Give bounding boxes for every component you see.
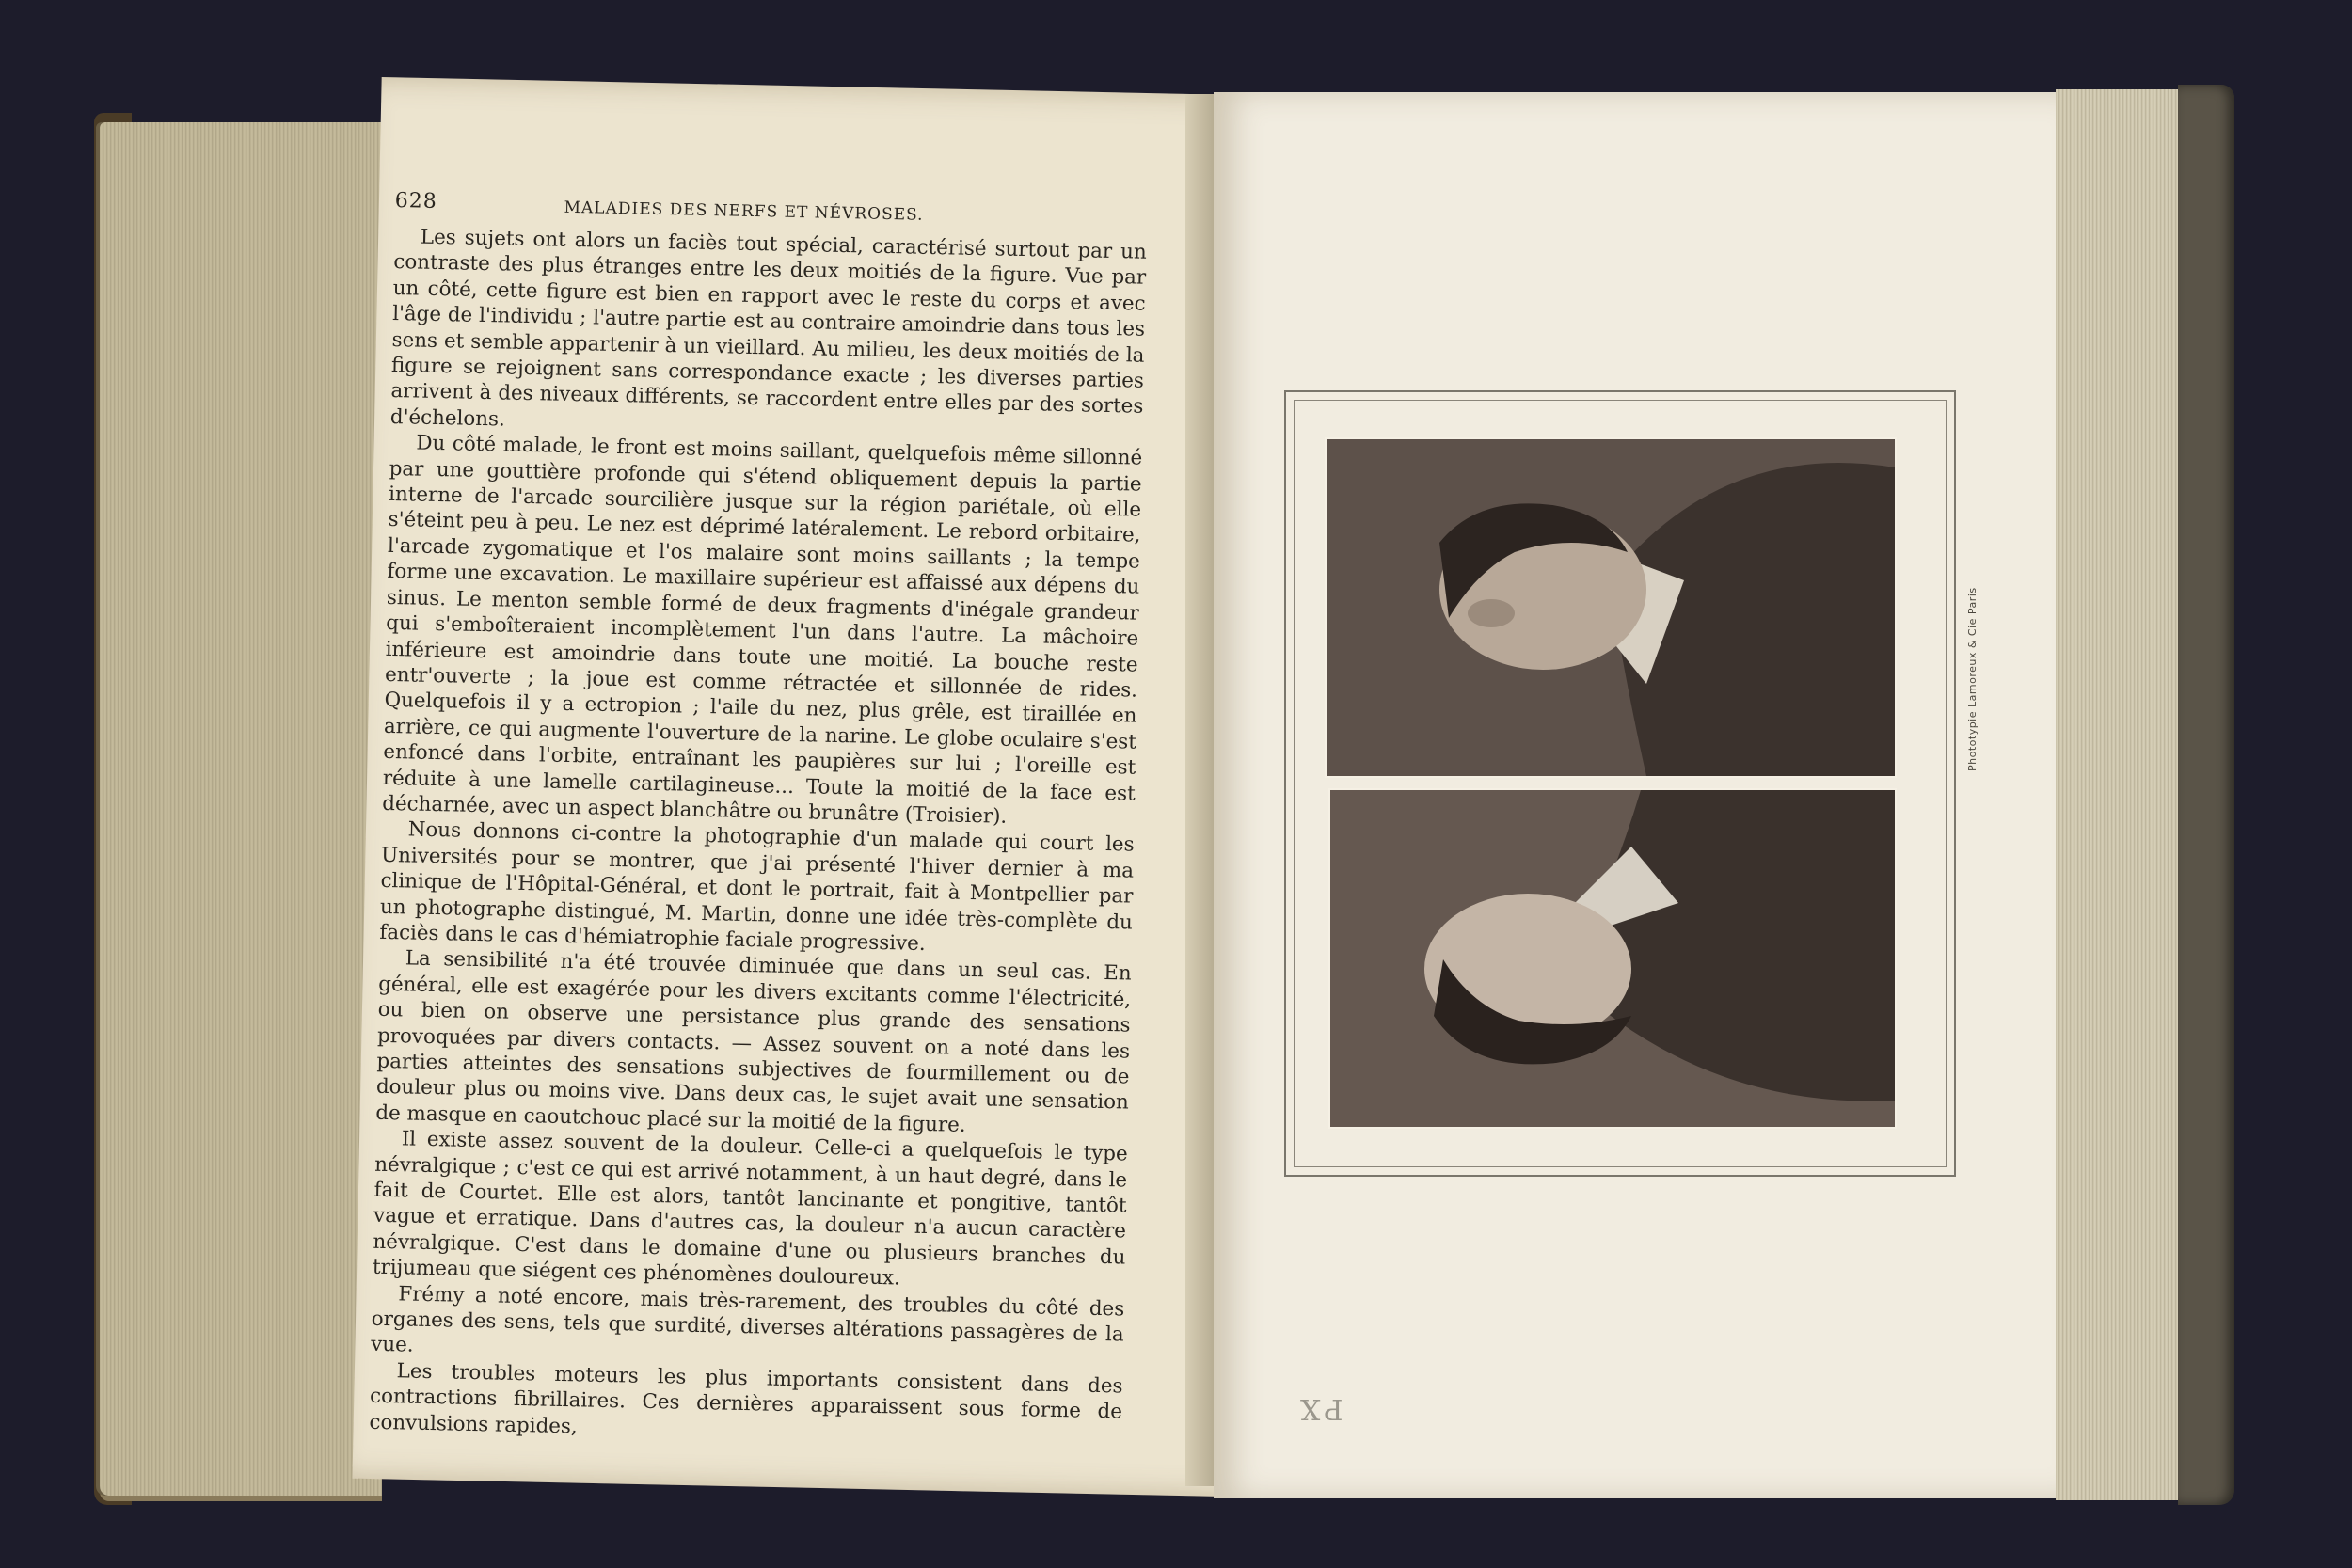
portrait-top-illustration <box>1327 439 1895 776</box>
plate-credit: Phototypie Lamoreux & Cie Paris <box>1966 587 1979 771</box>
running-head-title: MALADIES DES NERFS ET NÉVROSES. <box>564 198 924 225</box>
portrait-photo-top <box>1325 437 1897 778</box>
right-page-edges <box>2056 89 2197 1500</box>
page-number: 628 <box>394 188 437 214</box>
right-cover <box>2178 85 2234 1505</box>
paragraph-5: Il existe assez souvent de la douleur. Celle-ci a quelquefois le type névralgique ; c'est ce qui est arrivé notamment, à un haut degré, dans le fait de Courtet. Elle est alors, tantôt lancinante et pongitive, tantôt vague et erratique. Dans d'autres cas, la douleur n'a aucun caractère névralgique. C'est dans le domaine d'une ou plusieurs branches du trijumeau que siégent ces phénomènes douloureux. <box>372 1127 1128 1291</box>
paragraph-1: Les sujets ont alors un faciès tout spécial, caractérisé surtout par un contraste des plus étranges entre les deux moitiés de la figure. Vue par un côté, cette figure est bien en rapport avec le reste du corps et avec l'âge de l'individu ; l'autre partie est au contraire amoindrie dans tous les sens et semble appartenir à un vieillard. Au milieu, les deux moitiés de la figure se rejoignent sans correspondance exacte ; les diverses parties arrivent à des niveaux différents, se raccordent entre elles par des sortes d'échelons. <box>389 225 1148 432</box>
paragraph-6: Frémy a noté encore, mais très-rarement, des troubles du côté des organes des sens, tels que surdité, diverses altérations passagères de la vue. <box>370 1281 1125 1358</box>
portrait-photo-bottom <box>1328 788 1897 1129</box>
left-page-edges <box>100 122 382 1496</box>
paragraph-7: Les troubles moteurs les plus importants consistent dans des contractions fibrillaires. Ces dernières apparaissent sous forme de convulsions rapides, <box>369 1359 1123 1439</box>
portrait-bottom-illustration <box>1330 790 1895 1127</box>
paragraph-3: Nous donnons ci-contre la photographie d'un malade qui court les Universités pour se montrer, que j'ai présenté l'hiver dernier à ma clinique de l'Hôpital-Général, et dont le portrait, fait à Montpellier par un photographe distingué, M. Martin, donne une idée très-complète du faciès dans le cas d'hémiatrophie faciale progressive. <box>379 817 1135 956</box>
left-page-text <box>369 188 1148 1451</box>
paragraph-4: La sensibilité n'a été trouvée diminuée que dans un seul cas. En général, elle est exagérée pour les divers excitants comme l'électricité, ou bien on observe une persistance plus grande des sensations provoquées par divers contacts. — Assez souvent on a noté dans les parties atteintes des sensations subjectives de fourmillement ou de douleur plus ou moins vive. Dans deux cas, le sujet avait une sensation de masque en caoutchouc placé sur la moitié de la figure. <box>375 946 1132 1137</box>
paragraph-2: Du côté malade, le front est moins saillant, quelquefois même sillonné par une gouttière profonde qui s'étend obliquement depuis la partie interne de l'arcade sourcilière jusque sur la région pariétale, où elle s'éteint peu à peu. Le nez est déprimé latéralement. Le rebord orbitaire, l'arcade zygomatique et l'os malaire sont moins saillants ; la tempe forme une excavation. Le maxillaire supérieur est affaissé aux dépens du sinus. Le menton semble formé de deux fragments d'inégale grandeur qui s'emboîteraient incomplètement l'un dans l'autre. La mâchoire inférieure est amoindrie dans toute une moitié. La bouche reste entr'ouverte ; la joue est comme rétractée et sillonnée de rides. Quelquefois il y a ectropion ; l'aile du nez, plus grêle, est tiraillée en arrière, ce qui augmente l'ouverture de la narine. Le globe oculaire s'est enfoncé dans l'orbite, entraînant les paupières sur lui ; l'oreille est réduite à une lamelle cartilagineuse... Toute la moitié de la face est décharnée, avec un aspect blanchâtre ou brunâtre (Troisier). <box>382 431 1143 829</box>
plate-mark: PX <box>1296 1392 1343 1425</box>
